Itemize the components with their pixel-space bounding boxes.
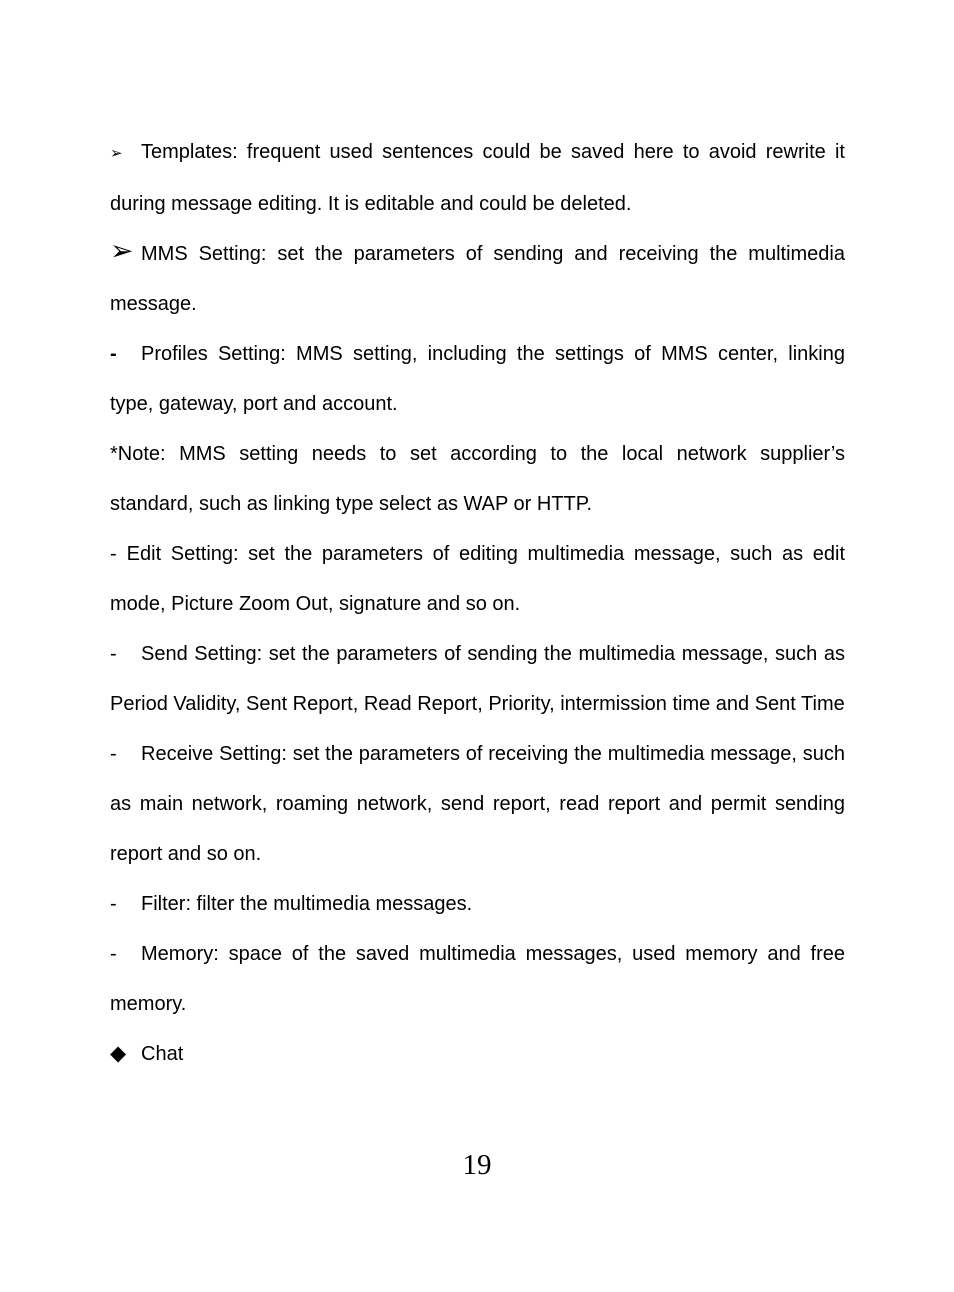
- dash-bullet: -: [110, 943, 117, 965]
- paragraph-text: Memory: space of the saved multimedia messages, used memory and free memory.: [110, 943, 845, 1015]
- paragraph-text: Filter: filter the multimedia messages.: [141, 893, 473, 915]
- paragraph-chat: [110, 1029, 845, 1079]
- arrow-bullet-icon: ➢: [110, 145, 123, 162]
- paragraph-mms-setting: [110, 229, 845, 329]
- dash-bullet: -: [110, 643, 117, 665]
- paragraph-memory: [110, 929, 845, 1029]
- dash-bullet: -: [110, 743, 117, 765]
- paragraph-text: Receive Setting: set the parameters of receiving the multimedia message, such as main network, roaming network, send report, read report and permit sending report and so on.: [110, 743, 845, 865]
- paragraph-text: Templates: frequent used sentences could be saved here to avoid rewrite it during message editing. It is editable and could be deleted.: [110, 141, 845, 215]
- page-number: 19: [462, 1149, 492, 1181]
- diamond-bullet-icon: ◆: [110, 1042, 127, 1065]
- paragraph-templates: [110, 127, 845, 229]
- arrow-bullet-icon: ➢: [110, 235, 134, 266]
- paragraph-text: Edit Setting: set the parameters of editing multimedia message, such as edit mode, Picture Zoom Out, signature and so on.: [110, 543, 845, 615]
- paragraph-filter: [110, 879, 845, 929]
- paragraph-text: MMS Setting: set the parameters of sending and receiving the multimedia message.: [110, 243, 845, 315]
- dash-bullet: -: [110, 543, 117, 565]
- paragraph-text: Send Setting: set the parameters of sending the multimedia message, such as Period Validity, Sent Report, Read Report, Priority, intermission time and Sent Time: [110, 643, 845, 715]
- paragraph-edit-setting: [110, 529, 845, 629]
- dash-bullet: -: [110, 343, 117, 365]
- dash-bullet: -: [110, 893, 117, 915]
- paragraph-text: Chat: [141, 1043, 184, 1065]
- paragraph-receive-setting: [110, 729, 845, 879]
- paragraph-send-setting: [110, 629, 845, 729]
- paragraph-note: [110, 429, 845, 529]
- paragraph-text: Profiles Setting: MMS setting, including the settings of MMS center, linking type, gateway, port and account.: [110, 343, 845, 415]
- document-body: [110, 127, 845, 1079]
- paragraph-text: *Note: MMS setting needs to set according to the local network supplier’s standard, such as linking type select as WAP or HTTP.: [110, 443, 845, 515]
- paragraph-profiles-setting: [110, 329, 845, 429]
